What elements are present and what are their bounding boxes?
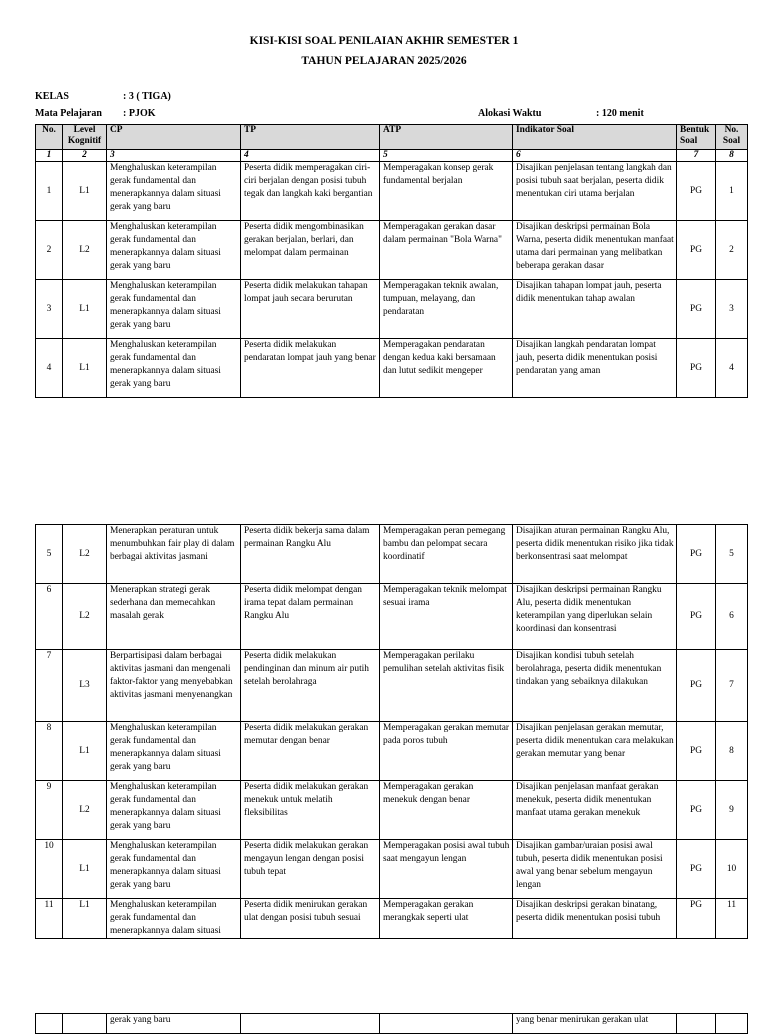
kelas-label: KELAS	[35, 91, 69, 102]
column-index-row	[36, 150, 748, 162]
cell-no: 9	[36, 781, 63, 840]
cell-tp: Peserta didik melakukan tahapan lompat jauh secara berurutan	[241, 280, 380, 339]
table-body-page-2	[36, 525, 748, 939]
cell-level: L3	[63, 650, 107, 722]
column-index-cell: 2	[63, 150, 107, 162]
cell-bentuk: PG	[677, 221, 716, 280]
cell-nosoal: 7	[716, 650, 748, 722]
cell-indikator: Disajikan aturan permainan Rangku Alu, peserta didik menentukan risiko jika tidak berkonsentrasi saat melompat	[513, 525, 677, 584]
cell-tp: Peserta didik melakukan pendaratan lompat jauh yang benar	[241, 339, 380, 398]
cell-indikator: Disajikan penjelasan gerakan memutar, peserta didik menentukan cara melakukan gerakan memutar yang benar	[513, 722, 677, 781]
table-row	[36, 650, 748, 722]
cell-nosoal: 8	[716, 722, 748, 781]
table-row	[36, 781, 748, 840]
cell-no: 2	[36, 221, 63, 280]
col-header-indikator: Indikator Soal	[513, 125, 677, 150]
mapel-value: : PJOK	[123, 108, 156, 119]
col-header-no: No.	[36, 125, 63, 150]
cell-cp: gerak yang baru	[107, 1014, 241, 1034]
cell-indikator: Disajikan deskripsi permainan Rangku Alu, peserta didik menentukan keterampilan yang diperlukan selain koordinasi dan konsentrasi	[513, 584, 677, 650]
cell-cp: Berpartisipasi dalam berbagai aktivitas jasmani dan mengenali faktor-faktor yang menyebabkan aktivitas jasmani menyenangkan	[107, 650, 241, 722]
cell-level: L1	[63, 899, 107, 939]
table-row	[36, 280, 748, 339]
table-body-page-1	[36, 162, 748, 398]
column-index-cell: 5	[380, 150, 513, 162]
col-header-nosoal: No. Soal	[716, 125, 748, 150]
cell-indikator: yang benar menirukan gerakan ulat	[513, 1014, 677, 1034]
cell-cp: Menghaluskan keterampilan gerak fundamental dan menerapkannya dalam situasi gerak yang baru	[107, 280, 241, 339]
cell-tp: Peserta didik memperagakan ciri-ciri berjalan dengan posisi tubuh tegak dan langkah kaki bergantian	[241, 162, 380, 221]
column-index-cell: 1	[36, 150, 63, 162]
cell-nosoal: 5	[716, 525, 748, 584]
table-row	[36, 840, 748, 899]
cell-no: 1	[36, 162, 63, 221]
cell-indikator: Disajikan penjelasan tentang langkah dan posisi tubuh saat berjalan, peserta didik menentukan ciri utama berjalan	[513, 162, 677, 221]
table-row	[36, 722, 748, 781]
cell-tp: Peserta didik melompat dengan irama tepat dalam permainan Rangku Alu	[241, 584, 380, 650]
cell-no: 4	[36, 339, 63, 398]
cell-bentuk: PG	[677, 781, 716, 840]
table-row	[36, 584, 748, 650]
column-index-cell: 6	[513, 150, 677, 162]
document-subtitle: TAHUN PELAJARAN 2025/2026	[301, 55, 467, 67]
cell-indikator: Disajikan deskripsi gerakan binatang, peserta didik menentukan posisi tubuh	[513, 899, 677, 939]
cell-indikator: Disajikan langkah pendaratan lompat jauh, peserta didik menentukan posisi pendaratan yang aman	[513, 339, 677, 398]
cell-bentuk: PG	[677, 162, 716, 221]
column-index-cell: 4	[241, 150, 380, 162]
alokasi-label: Alokasi Waktu	[478, 108, 542, 119]
cell-level: L2	[63, 781, 107, 840]
cell-nosoal: 1	[716, 162, 748, 221]
cell-cp: Menghaluskan keterampilan gerak fundamental dan menerapkannya dalam situasi gerak yang baru	[107, 339, 241, 398]
cell-cp: Menghaluskan keterampilan gerak fundamental dan menerapkannya dalam situasi gerak yang baru	[107, 722, 241, 781]
cell-tp: Peserta didik melakukan pendinginan dan minum air putih setelah berolahraga	[241, 650, 380, 722]
cell-level: L2	[63, 525, 107, 584]
cell-level: L1	[63, 722, 107, 781]
cell-indikator: Disajikan penjelasan manfaat gerakan menekuk, peserta didik menentukan manfaat utama gerakan menekuk	[513, 781, 677, 840]
table-row	[36, 525, 748, 584]
cell-bentuk: PG	[677, 280, 716, 339]
cell-cp: Menerapkan strategi gerak sederhana dan memecahkan masalah gerak	[107, 584, 241, 650]
mapel-label: Mata Pelajaran	[35, 108, 102, 119]
cell-level: L1	[63, 840, 107, 899]
cell-indikator: Disajikan tahapan lompat jauh, peserta didik menentukan tahap awalan	[513, 280, 677, 339]
cell-atp: Memperagakan gerakan menekuk dengan benar	[380, 781, 513, 840]
cell-bentuk: PG	[677, 525, 716, 584]
table-header-row	[36, 125, 748, 150]
cell-no: 11	[36, 899, 63, 939]
cell-indikator: Disajikan gambar/uraian posisi awal tubuh, peserta didik menentukan posisi awal yang benar sebelum mengayun lengan	[513, 840, 677, 899]
document-title: KISI-KISI SOAL PENILAIAN AKHIR SEMESTER 1	[249, 35, 519, 47]
cell-no: 7	[36, 650, 63, 722]
column-index-cell: 8	[716, 150, 748, 162]
cell-atp: Memperagakan konsep gerak fundamental berjalan	[380, 162, 513, 221]
cell-cp: Menghaluskan keterampilan gerak fundamental dan menerapkannya dalam situasi gerak yang baru	[107, 162, 241, 221]
cell-tp: Peserta didik menirukan gerakan ulat dengan posisi tubuh sesuai	[241, 899, 380, 939]
table-row	[36, 339, 748, 398]
cell-level: L1	[63, 339, 107, 398]
cell-nosoal: 3	[716, 280, 748, 339]
cell-bentuk: PG	[677, 650, 716, 722]
cell-no: 8	[36, 722, 63, 781]
cell-tp: Peserta didik melakukan gerakan mengayun lengan dengan posisi tubuh tepat	[241, 840, 380, 899]
col-header-bentuk: Bentuk Soal	[677, 125, 716, 150]
cell-tp: Peserta didik mengombinasikan gerakan berjalan, berlari, dan melompat dalam permainan	[241, 221, 380, 280]
col-header-cp: CP	[107, 125, 241, 150]
cell-no: 10	[36, 840, 63, 899]
cell-atp: Memperagakan posisi awal tubuh saat mengayun lengan	[380, 840, 513, 899]
cell-tp: Peserta didik melakukan gerakan memutar dengan benar	[241, 722, 380, 781]
cell-atp: Memperagakan peran pemegang bambu dan pelompat secara koordinatif	[380, 525, 513, 584]
cell-nosoal: 10	[716, 840, 748, 899]
cell-cp: Menerapkan peraturan untuk menumbuhkan fair play di dalam berbagai aktivitas jasmani	[107, 525, 241, 584]
cell-indikator: Disajikan kondisi tubuh setelah berolahraga, peserta didik menentukan tindakan yang sebaiknya dilakukan	[513, 650, 677, 722]
cell-cp: Menghaluskan keterampilan gerak fundamental dan menerapkannya dalam situasi gerak yang baru	[107, 781, 241, 840]
col-header-tp: TP	[241, 125, 380, 150]
cell-nosoal: 11	[716, 899, 748, 939]
cell-no: 3	[36, 280, 63, 339]
col-header-atp: ATP	[380, 125, 513, 150]
kelas-value: : 3 ( TIGA)	[123, 91, 171, 102]
kisi-table-page-1	[35, 124, 748, 398]
table-row	[36, 221, 748, 280]
cell-atp: Memperagakan pendaratan dengan kedua kaki bersamaan dan lutut sedikit mengeper	[380, 339, 513, 398]
table-row	[36, 899, 748, 939]
cell-indikator: Disajikan deskripsi permainan Bola Warna, peserta didik menentukan manfaat utama dari permainan yang melibatkan beberapa gerakan dasar	[513, 221, 677, 280]
cell-bentuk: PG	[677, 722, 716, 781]
cell-cp: Menghaluskan keterampilan gerak fundamental dan menerapkannya dalam situasi gerak yang baru	[107, 840, 241, 899]
cell-tp: Peserta didik bekerja sama dalam permainan Rangku Alu	[241, 525, 380, 584]
cell-no: 5	[36, 525, 63, 584]
cell-cp: Menghaluskan keterampilan gerak fundamental dan menerapkannya dalam situasi gerak yang baru	[107, 221, 241, 280]
cell-level: L2	[63, 584, 107, 650]
col-header-level: Level Kognitif	[63, 125, 107, 150]
cell-no: 6	[36, 584, 63, 650]
cell-level: L2	[63, 221, 107, 280]
cell-atp: Memperagakan gerakan merangkak seperti ulat	[380, 899, 513, 939]
cell-level: L1	[63, 162, 107, 221]
column-index-cell: 3	[107, 150, 241, 162]
column-index-cell: 7	[677, 150, 716, 162]
cell-atp: Memperagakan perilaku pemulihan setelah aktivitas fisik	[380, 650, 513, 722]
cell-level: L1	[63, 280, 107, 339]
kisi-table-page-2	[35, 524, 748, 939]
cell-atp: Memperagakan teknik awalan, tumpuan, melayang, dan pendaratan	[380, 280, 513, 339]
cell-nosoal: 9	[716, 781, 748, 840]
table-row	[36, 162, 748, 221]
cell-nosoal: 2	[716, 221, 748, 280]
cell-tp: Peserta didik melakukan gerakan menekuk untuk melatih fleksibilitas	[241, 781, 380, 840]
cell-bentuk: PG	[677, 899, 716, 939]
cell-atp: Memperagakan gerakan memutar pada poros tubuh	[380, 722, 513, 781]
cell-atp: Memperagakan gerakan dasar dalam permainan "Bola Warna"	[380, 221, 513, 280]
cell-bentuk: PG	[677, 584, 716, 650]
cell-cp: Menghaluskan keterampilan gerak fundamental dan menerapkannya dalam situasi	[107, 899, 241, 939]
cell-nosoal: 4	[716, 339, 748, 398]
cell-bentuk: PG	[677, 840, 716, 899]
cell-bentuk: PG	[677, 339, 716, 398]
cell-nosoal: 6	[716, 584, 748, 650]
cell-atp: Memperagakan teknik melompat sesuai irama	[380, 584, 513, 650]
alokasi-value: : 120 menit	[596, 108, 644, 119]
